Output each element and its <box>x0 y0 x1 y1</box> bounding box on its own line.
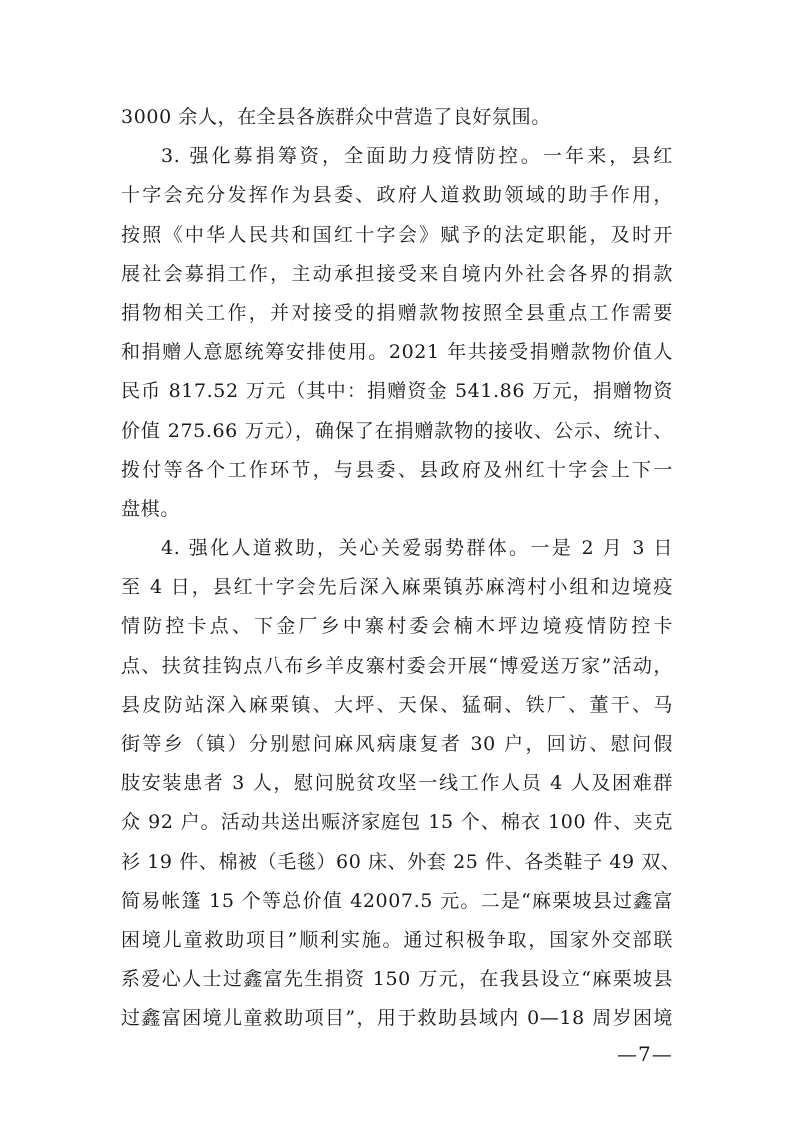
text-line: 至 4 日，县红十字会先后深入麻栗镇苏麻湾村小组和边境疫 <box>121 576 673 599</box>
text-line: 3000 余人，在全县各族群众中营造了良好氛围。 <box>121 106 551 128</box>
text-line: 过鑫富困境儿童救助项目”，用于救助县域内 0—18 周岁困境 <box>121 1007 673 1030</box>
text-line: 困境儿童救助项目”顺利实施。通过积极争取，国家外交部联 <box>121 928 673 951</box>
text-line: 肢安装患者 3 人，慰问脱贫攻坚一线工作人员 4 人及困难群 <box>121 772 673 795</box>
text-line: 民币 817.52 万元（其中：捐赠资金 541.86 万元，捐赠物资 <box>121 380 673 403</box>
text-line: 街等乡（镇）分别慰问麻风病康复者 30 户，回访、慰问假 <box>121 733 673 755</box>
text-line: 展社会募捐工作，主动承担接受来自境内外社会各界的捐款 <box>121 262 673 285</box>
text-line: 按照《中华人民共和国红十字会》赋予的法定职能，及时开 <box>121 223 673 246</box>
page-number: —7— <box>617 1042 673 1066</box>
text-line: 简易帐篷 15 个等总价值 42007.5 元。二是“麻栗坡县过鑫富 <box>121 889 673 912</box>
section-heading-line: 4. 强化人道救助，关心关爱弱势群体。一是 2 月 3 日 <box>161 537 673 560</box>
text-line: 情防控卡点、下金厂乡中寨村委会楠木坪边境疫情防控卡 <box>121 615 673 638</box>
text-line: 捐物相关工作，并对接受的捐赠款物按照全县重点工作需要 <box>121 301 673 324</box>
text-line: 十字会充分发挥作为县委、政府人道救助领域的助手作用， <box>121 184 673 207</box>
text-line: 衫 19 件、棉被（毛毯）60 床、外套 25 件、各类鞋子 49 双、 <box>121 850 681 873</box>
text-line: 系爱心人士过鑫富先生捐资 150 万元，在我县设立“麻栗坡县 <box>121 968 673 991</box>
text-line: 众 92 户。活动共送出赈济家庭包 15 个、棉衣 100 件、夹克 <box>121 811 673 834</box>
text-line: 价值 275.66 万元），确保了在捐赠款物的接收、公示、统计、 <box>121 419 673 442</box>
text-line: 拨付等各个工作环节，与县委、县政府及州红十字会上下一 <box>121 458 673 481</box>
body-text <box>121 98 681 1039</box>
text-line: 县皮防站深入麻栗镇、大坪、天保、猛硐、铁厂、董干、马 <box>121 693 673 716</box>
text-line: 点、扶贫挂钩点八布乡羊皮寨村委会开展“博爱送万家”活动， <box>121 654 673 677</box>
text-line: 和捐赠人意愿统筹安排使用。2021 年共接受捐赠款物价值人 <box>121 341 673 364</box>
text-line: 盘棋。 <box>121 497 180 520</box>
section-heading-line: 3. 强化募捐筹资，全面助力疫情防控。一年来，县红 <box>161 145 673 168</box>
